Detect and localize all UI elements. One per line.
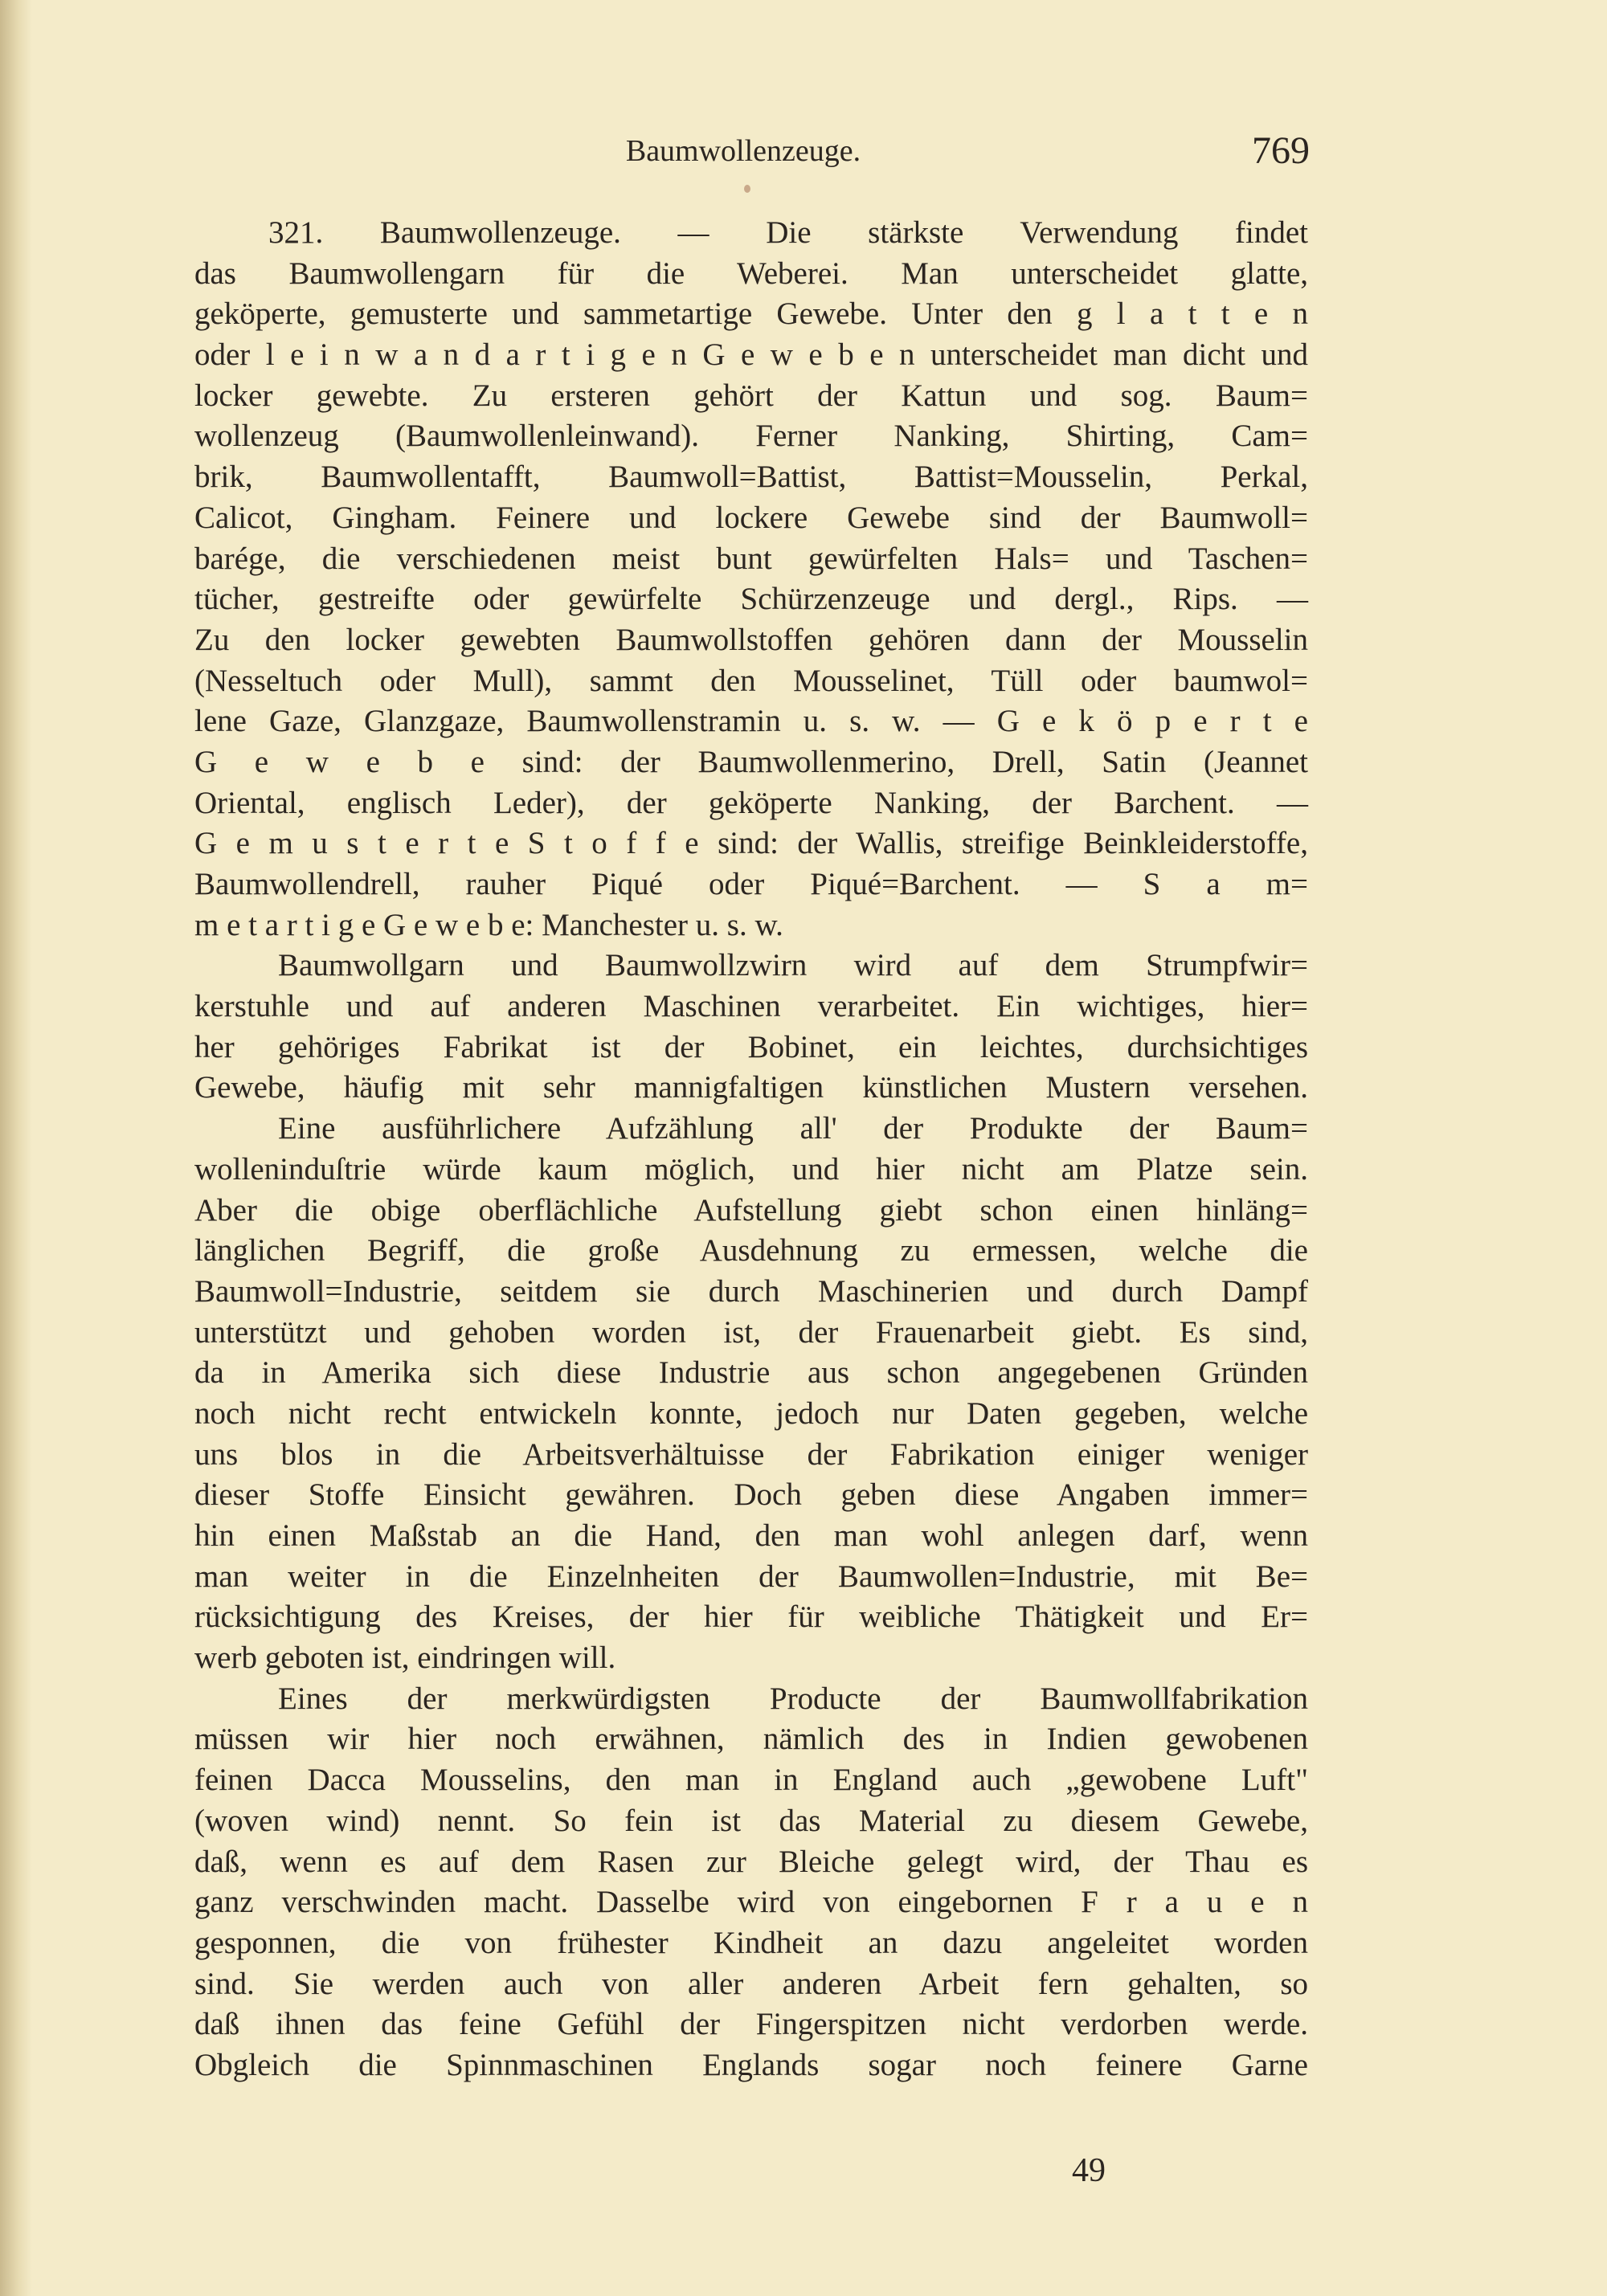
page-number: 769 bbox=[1252, 129, 1310, 172]
text-line-content: G e w e b e sind: der Baumwollenmerino, Drell, Satin (Jeannet bbox=[194, 744, 1308, 779]
running-head bbox=[0, 129, 1607, 177]
text-line bbox=[194, 620, 1308, 661]
text-line bbox=[194, 1231, 1308, 1272]
text-line bbox=[194, 579, 1308, 620]
text-line bbox=[194, 498, 1308, 539]
text-line bbox=[194, 946, 1308, 987]
text-line-content: sind. Sie werden auch von aller anderen Arbeit fern gehalten, so bbox=[194, 1966, 1308, 2001]
text-line bbox=[194, 1435, 1308, 1476]
text-line bbox=[194, 1638, 1308, 1679]
signature-mark: 49 bbox=[1072, 2152, 1106, 2189]
text-line-content: G e m u s t e r t e S t o f f e sind: der Wallis, streifige Beinkleiderstoffe, bbox=[194, 826, 1308, 861]
text-line bbox=[194, 701, 1308, 742]
text-line-content: gesponnen, die von frühester Kindheit an dazu angeleitet worden bbox=[194, 1925, 1308, 1960]
text-line-content: Aber die obige oberflächliche Aufstellung giebt schon einen hinläng= bbox=[194, 1192, 1308, 1228]
running-title: Baumwollenzeuge. bbox=[625, 134, 861, 168]
text-line-content: kerstuhle und auf anderen Maschinen verarbeitet. Ein wichtiges, hier= bbox=[194, 989, 1308, 1024]
text-line-content: Eine ausführlichere Aufzählung all' der Produkte der Baum= bbox=[278, 1111, 1308, 1146]
text-line bbox=[194, 1964, 1308, 2005]
text-line-content: geköperte, gemusterte und sammetartige Gewebe. Unter den g l a t t e n bbox=[194, 296, 1308, 332]
text-line bbox=[194, 539, 1308, 580]
text-line-content: da in Amerika sich diese Industrie aus schon angegebenen Gründen bbox=[194, 1355, 1308, 1391]
text-line-content: wolleninduſtrie würde kaum möglich, und hier nicht am Platze sein. bbox=[194, 1151, 1308, 1187]
text-line bbox=[194, 1353, 1308, 1394]
text-line-content: daß, wenn es auf dem Rasen zur Bleiche gelegt wird, der Thau es bbox=[194, 1844, 1308, 1879]
text-line-content: noch nicht recht entwickeln konnte, jedoch nur Daten gegeben, welche bbox=[194, 1395, 1308, 1431]
body-text bbox=[194, 213, 1308, 2086]
text-line-content: 321. Baumwollenzeuge. — Die stärkste Verwendung findet bbox=[268, 215, 1308, 250]
text-line-content: Baumwollgarn und Baumwollzwirn wird auf dem Strumpfwir= bbox=[278, 948, 1308, 983]
text-line-content: locker gewebte. Zu ersteren gehört der Kattun und sog. Baum= bbox=[194, 378, 1308, 413]
text-line bbox=[194, 254, 1308, 295]
text-line bbox=[194, 1923, 1308, 1964]
text-line bbox=[194, 987, 1308, 1027]
text-line bbox=[194, 1557, 1308, 1598]
text-line bbox=[194, 1516, 1308, 1557]
text-line bbox=[194, 1597, 1308, 1638]
text-line-content: Gewebe, häufig mit sehr mannigfaltigen künstlichen Mustern versehen. bbox=[194, 1070, 1308, 1105]
text-line bbox=[194, 823, 1308, 864]
text-line-content: tücher, gestreifte oder gewürfelte Schürzenzeuge und dergl., Rips. — bbox=[194, 582, 1308, 617]
text-line-content: barége, die verschiedenen meist bunt gewürfelten Hals= und Taschen= bbox=[194, 541, 1308, 576]
text-line bbox=[194, 376, 1308, 417]
text-line bbox=[194, 905, 1308, 946]
text-line-content: unterstützt und gehoben worden ist, der Frauenarbeit giebt. Es sind, bbox=[194, 1314, 1308, 1350]
text-line bbox=[194, 335, 1308, 376]
text-line bbox=[194, 742, 1308, 783]
text-line bbox=[194, 1191, 1308, 1232]
text-line bbox=[194, 2045, 1308, 2086]
text-line-content: daß ihnen das feine Gefühl der Fingerspitzen nicht verdorben werde. bbox=[194, 2007, 1308, 2042]
text-line bbox=[194, 1394, 1308, 1435]
text-line-content: Calicot, Gingham. Feinere und lockere Gewebe sind der Baumwoll= bbox=[194, 500, 1308, 535]
text-line-content: länglichen Begriff, die große Ausdehnung zu ermessen, welche die bbox=[194, 1233, 1308, 1269]
text-line-content: oder l e i n w a n d a r t i g e n G e w e b e n unterscheidet man dicht und bbox=[194, 337, 1308, 373]
text-line bbox=[194, 783, 1308, 824]
text-line-content: m e t a r t i g e G e w e b e: Manchester u. s. w. bbox=[194, 907, 783, 942]
text-line bbox=[194, 1882, 1308, 1923]
text-line-content: müssen wir hier noch erwähnen, nämlich des in Indien gewobenen bbox=[194, 1722, 1308, 1757]
text-line-content: feinen Dacca Mousselins, den man in England auch „gewobene Luft" bbox=[194, 1763, 1308, 1798]
text-line bbox=[194, 457, 1308, 498]
text-line bbox=[194, 213, 1308, 254]
text-line bbox=[194, 1679, 1308, 1720]
text-line-content: ganz verschwinden macht. Dasselbe wird von eingebornen F r a u e n bbox=[194, 1885, 1308, 1920]
text-line-content: Zu den locker gewebten Baumwollstoffen gehören dann der Mousselin bbox=[194, 622, 1308, 657]
text-line-content: werb geboten ist, eindringen will. bbox=[194, 1640, 616, 1676]
text-line bbox=[194, 2004, 1308, 2045]
text-line-content: brik, Baumwollentafft, Baumwoll=Battist, Battist=Mousselin, Perkal, bbox=[194, 460, 1308, 495]
text-line-content: das Baumwollengarn für die Weberei. Man unterscheidet glatte, bbox=[194, 255, 1308, 291]
page-gutter-shadow bbox=[0, 0, 32, 2296]
text-line-content: wollenzeug (Baumwollenleinwand). Ferner Nanking, Shirting, Cam= bbox=[194, 419, 1308, 454]
text-line-content: her gehöriges Fabrikat ist der Bobinet, ein leichtes, durchsichtiges bbox=[194, 1029, 1308, 1064]
text-line-content: Baumwoll=Industrie, seitdem sie durch Maschinerien und durch Dampf bbox=[194, 1273, 1308, 1309]
text-line-content: Obgleich die Spinnmaschinen Englands sogar noch feinere Garne bbox=[194, 2047, 1308, 2082]
text-line bbox=[194, 1842, 1308, 1883]
text-line bbox=[194, 1109, 1308, 1150]
text-line bbox=[194, 416, 1308, 457]
text-line-content: Baumwollendrell, rauher Piqué oder Piqué=Barchent. — S a m= bbox=[194, 867, 1308, 901]
paper-stain bbox=[744, 185, 750, 193]
text-line bbox=[194, 1475, 1308, 1516]
text-line bbox=[194, 661, 1308, 702]
text-line-content: man weiter in die Einzelnheiten der Baumwollen=Industrie, mit Be= bbox=[194, 1559, 1308, 1594]
text-line bbox=[194, 1313, 1308, 1354]
text-line bbox=[194, 1760, 1308, 1801]
text-line-content: lene Gaze, Glanzgaze, Baumwollenstramin u. s. w. — G e k ö p e r t e bbox=[194, 704, 1308, 739]
text-line-content: Oriental, englisch Leder), der geköperte Nanking, der Barchent. — bbox=[194, 785, 1308, 820]
text-line-content: hin einen Maßstab an die Hand, den man wohl anlegen darf, wenn bbox=[194, 1518, 1308, 1553]
text-line bbox=[194, 1027, 1308, 1068]
text-line bbox=[194, 1150, 1308, 1191]
text-line-content: rücksichtigung des Kreises, der hier für weibliche Thätigkeit und Er= bbox=[194, 1599, 1308, 1635]
text-line bbox=[194, 1719, 1308, 1760]
text-line bbox=[194, 294, 1308, 335]
text-line bbox=[194, 1272, 1308, 1313]
text-line bbox=[194, 1801, 1308, 1842]
text-line-content: dieser Stoffe Einsicht gewähren. Doch geben diese Angaben immer= bbox=[194, 1477, 1308, 1513]
text-line bbox=[194, 1068, 1308, 1109]
text-line-content: (Nesseltuch oder Mull), sammt den Mousselinet, Tüll oder baumwol= bbox=[194, 663, 1308, 698]
text-line-content: (woven wind) nennt. So fein ist das Material zu diesem Gewebe, bbox=[194, 1803, 1308, 1838]
text-line bbox=[194, 864, 1308, 905]
text-line-content: Eines der merkwürdigsten Producte der Baumwollfabrikation bbox=[278, 1681, 1308, 1716]
text-line-content: uns blos in die Arbeitsverhältuisse der Fabrikation einiger weniger bbox=[194, 1436, 1308, 1472]
